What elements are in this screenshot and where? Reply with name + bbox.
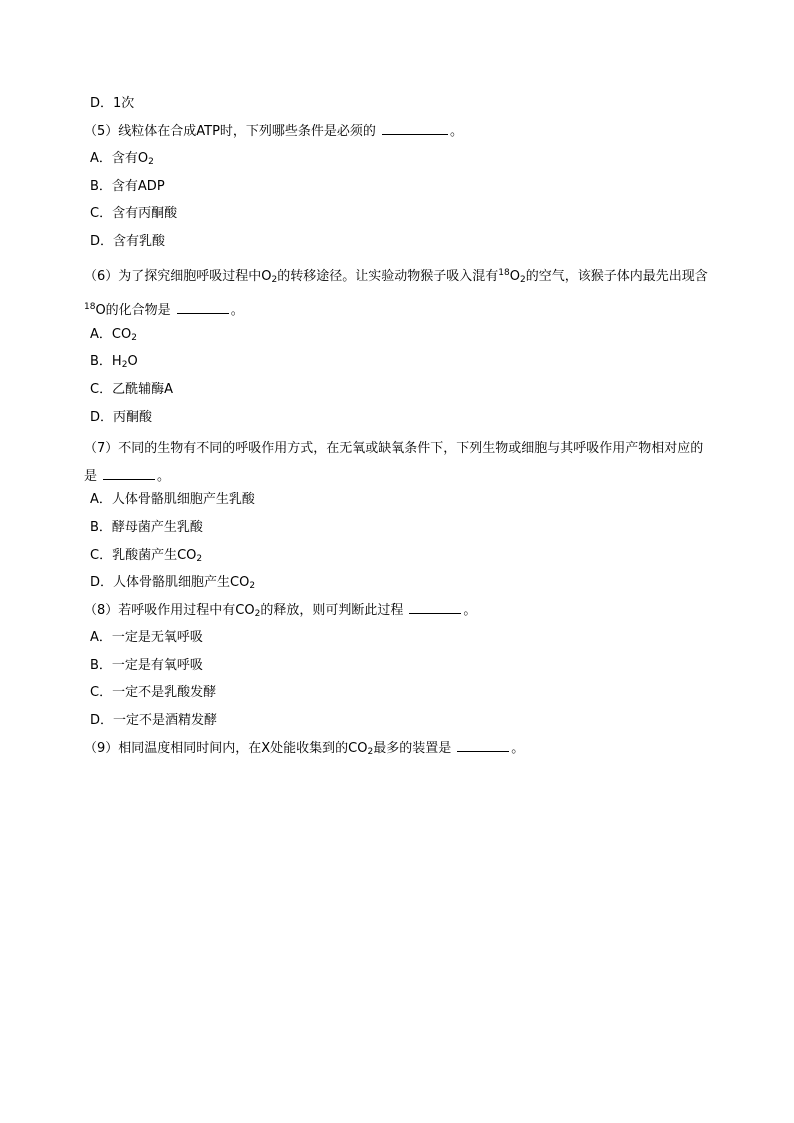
option-b-q5: B．含有ADP bbox=[90, 178, 165, 194]
option-a-q8: A．一定是无氧呼吸 bbox=[90, 630, 203, 646]
question-7: （7）不同的生物有不同的呼吸作用方式，在无氧或缺氧条件下，下列生物或细胞与其呼吸作用产物相对应的是 。 bbox=[84, 441, 704, 484]
option-c-q5: C．含有丙酮酸 bbox=[90, 206, 178, 222]
option-a-q7: A．人体骨骼肌细胞产生乳酸 bbox=[90, 492, 255, 508]
option-a-q5: A．含有$O_2$ bbox=[90, 151, 154, 168]
option-c-q7: C．乳酸菌产生$CO_2$ bbox=[90, 547, 203, 564]
answer-blank[interactable] bbox=[382, 122, 448, 135]
question-5: （5）线粒体在合成ATP时，下列哪些条件是必须的 。 bbox=[84, 123, 463, 139]
option-b-q7: B．酵母菌产生乳酸 bbox=[90, 519, 203, 535]
option-d-q7: D．人体骨骼肌细胞产生$CO_2$ bbox=[90, 575, 256, 592]
question-content bbox=[84, 94, 710, 766]
option-d-q5: D．含有乳酸 bbox=[90, 233, 166, 249]
answer-blank[interactable] bbox=[103, 467, 155, 480]
option-b-q6: B．$H_2O$ bbox=[90, 354, 138, 371]
answer-blank[interactable] bbox=[457, 739, 509, 752]
option-d-q4: D．1次 bbox=[90, 96, 135, 111]
option-b-q8: B．一定是有氧呼吸 bbox=[90, 657, 203, 673]
option-d-q6: D．丙酮酸 bbox=[90, 409, 153, 425]
option-d-q8: D．一定不是酒精发酵 bbox=[90, 713, 218, 729]
question-9: （9）相同温度相同时间内，在X处能收集到的$CO_2$最多的装置是 。 bbox=[84, 740, 525, 757]
answer-blank[interactable] bbox=[177, 301, 229, 314]
option-c-q6: C．乙酰辅酶A bbox=[90, 381, 173, 397]
option-a-q6: A．$CO_2$ bbox=[90, 326, 137, 343]
answer-blank[interactable] bbox=[409, 601, 461, 614]
question-6: （6）为了探究细胞呼吸过程中$O_2$的转移途径。让实验动物猴子吸入混有$^{18}O_2$的空气，该猴子体内最先出现含$^{18}$O的化合物是 。 bbox=[84, 267, 708, 319]
option-c-q8: C．一定不是乳酸发酵 bbox=[90, 685, 217, 701]
question-8: （8）若呼吸作用过程中有$CO_2$的释放，则可判断此过程 。 bbox=[84, 602, 477, 619]
